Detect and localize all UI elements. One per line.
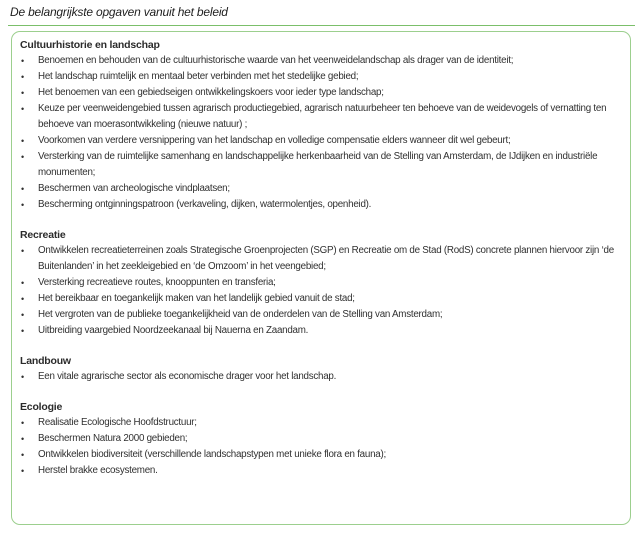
list-item	[20, 243, 622, 275]
list-item	[20, 369, 622, 385]
bullet-icon: •	[21, 72, 24, 82]
list-item	[20, 415, 622, 431]
section-cultuurhistorie	[20, 38, 622, 213]
bullet-icon: •	[21, 466, 24, 476]
list-item-text: Beschermen Natura 2000 gebieden;	[38, 433, 188, 444]
list-item-text: Bescherming ontginningspatroon (verkaveling, dijken, watermolentjes, openheid).	[38, 199, 372, 210]
list-item	[20, 307, 622, 323]
section-recreatie	[20, 228, 622, 339]
section-heading: Landbouw	[20, 355, 71, 367]
list-item-text: Benoemen en behouden van de cultuurhistorische waarde van het veenweidelandschap als drager van de identiteit;	[38, 55, 514, 66]
bullet-list	[20, 243, 622, 339]
list-item	[20, 181, 622, 197]
list-item	[20, 53, 622, 69]
list-item-text: Versterking van de ruimtelijke samenhang en landschappelijke herkenbaarheid van de Stelling van Amsterdam, de IJdijken en industriële monumenten;	[38, 151, 598, 178]
bullet-icon: •	[21, 104, 24, 114]
list-item-text: Voorkomen van verdere versnippering van het landschap en volledige compensatie elders wanneer dit wel gebeurt;	[38, 135, 511, 146]
list-item	[20, 149, 622, 181]
section-heading: Cultuurhistorie en landschap	[20, 39, 160, 51]
list-item-text: Realisatie Ecologische Hoofdstructuur;	[38, 417, 197, 428]
section-landbouw	[20, 354, 622, 385]
bullet-icon: •	[21, 56, 24, 66]
bullet-icon: •	[21, 310, 24, 320]
list-item-text: Het benoemen van een gebiedseigen ontwikkelingskoers voor ieder type landschap;	[38, 87, 384, 98]
list-item	[20, 275, 622, 291]
list-item	[20, 447, 622, 463]
bullet-list	[20, 369, 622, 385]
list-item	[20, 291, 622, 307]
list-item-text: Een vitale agrarische sector als economische drager voor het landschap.	[38, 371, 337, 382]
list-item-text: Het bereikbaar en toegankelijk maken van het landelijk gebied vanuit de stad;	[38, 293, 355, 304]
bullet-list	[20, 53, 622, 213]
bullet-icon: •	[21, 450, 24, 460]
bullet-icon: •	[21, 136, 24, 146]
bullet-icon: •	[21, 326, 24, 336]
bullet-icon: •	[21, 88, 24, 98]
content-panel	[11, 31, 631, 525]
list-item-text: Herstel brakke ecosystemen.	[38, 465, 158, 476]
list-item	[20, 69, 622, 85]
bullet-icon: •	[21, 294, 24, 304]
list-item-text: Ontwikkelen biodiversiteit (verschillende landschapstypen met unieke flora en fauna);	[38, 449, 386, 460]
page-title: De belangrijkste opgaven vanuit het beleid	[10, 5, 228, 19]
section-heading: Recreatie	[20, 229, 66, 241]
bullet-icon: •	[21, 246, 24, 256]
list-item-text: Beschermen van archeologische vindplaatsen;	[38, 183, 230, 194]
list-item	[20, 323, 622, 339]
bullet-icon: •	[21, 278, 24, 288]
list-item	[20, 463, 622, 479]
list-item	[20, 431, 622, 447]
list-item-text: Het landschap ruimtelijk en mentaal beter verbinden met het stedelijke gebied;	[38, 71, 359, 82]
section-heading: Ecologie	[20, 401, 63, 413]
header-divider	[8, 25, 635, 26]
list-item-text: Het vergroten van de publieke toegankelijkheid van de onderdelen van de Stelling van Amsterdam;	[38, 309, 443, 320]
bullet-icon: •	[21, 152, 24, 162]
bullet-icon: •	[21, 372, 24, 382]
list-item	[20, 133, 622, 149]
list-item	[20, 197, 622, 213]
list-item-text: Versterking recreatieve routes, knooppunten en transferia;	[38, 277, 276, 288]
list-item-text: Keuze per veenweidengebied tussen agrarisch productiegebied, agrarisch natuurbeheer ten behoeve van de weidevogels of vernatting ten behoeve van moerasontwikkeling (nieuwe natuur) ;	[38, 103, 607, 130]
bullet-list	[20, 415, 622, 479]
bullet-icon: •	[21, 418, 24, 428]
section-ecologie	[20, 400, 622, 479]
bullet-icon: •	[21, 200, 24, 210]
list-item-text: Uitbreiding vaargebied Noordzeekanaal bij Nauerna en Zaandam.	[38, 325, 309, 336]
list-item-text: Ontwikkelen recreatieterreinen zoals Strategische Groenprojecten (SGP) en Recreatie om de Stad (RodS) concrete plannen hiervoor zijn ‘de Buitenlanden’ in het zeekleigebied en ‘de Omzoom’ in het veengebied;	[38, 245, 614, 272]
list-item	[20, 101, 622, 133]
bullet-icon: •	[21, 184, 24, 194]
list-item	[20, 85, 622, 101]
bullet-icon: •	[21, 434, 24, 444]
